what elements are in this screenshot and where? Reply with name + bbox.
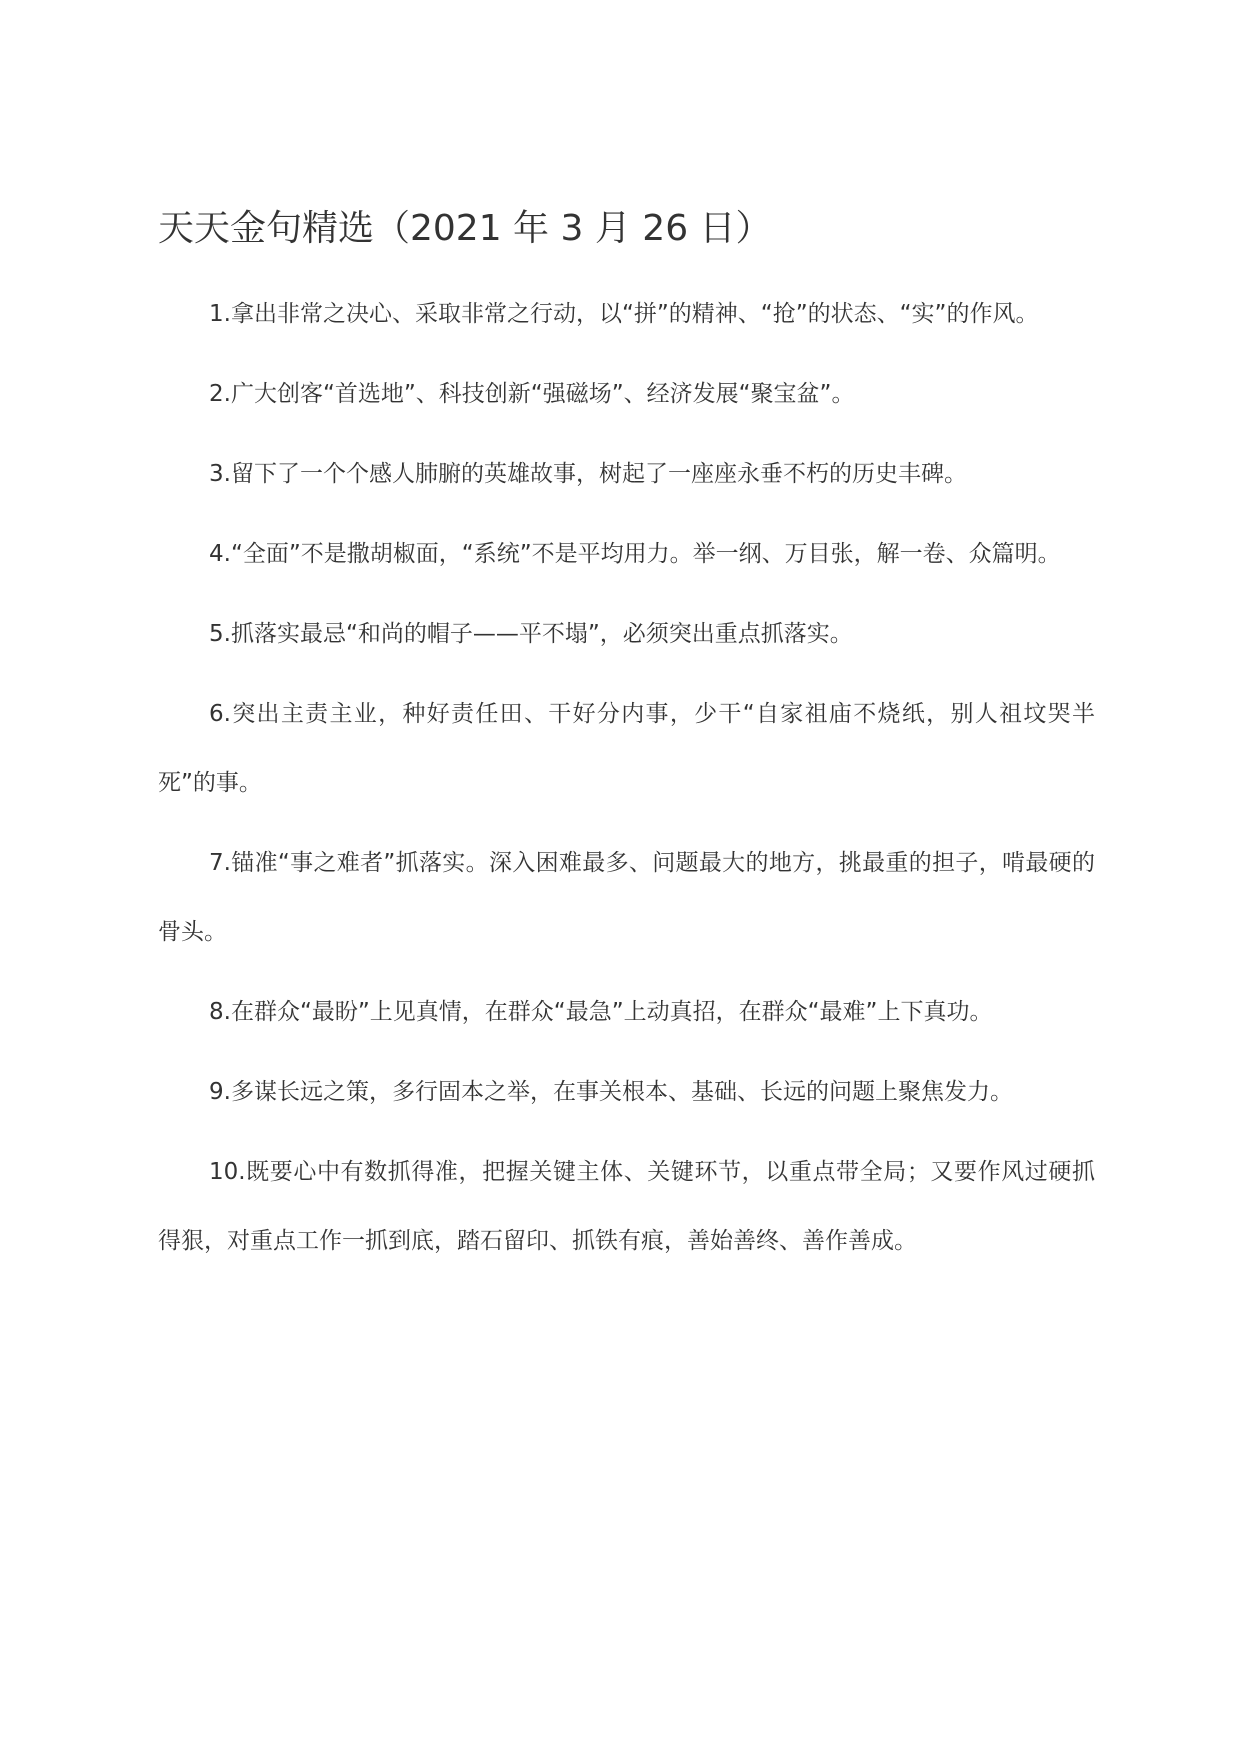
quote-item-1: 1.拿出非常之决心、采取非常之行动，以“拼”的精神、“抢”的状态、“实”的作风。 [209, 301, 1039, 327]
quote-item-10: 10.既要心中有数抓得准，把握关键主体、关键环节，以重点带全局；又要作风过硬抓得狠，对重点工作一抓到底，踏石留印、抓铁有痕，善始善终、善作善成。 [158, 1159, 1095, 1254]
quote-list [158, 280, 1095, 1287]
quote-item-2: 2.广大创客“首选地”、科技创新“强磁场”、经济发展“聚宝盆”。 [209, 381, 855, 407]
quote-item-4: 4.“全面”不是撒胡椒面，“系统”不是平均用力。举一纲、万目张，解一卷、众篇明。 [209, 541, 1061, 567]
quote-item-7: 7.锚准“事之难者”抓落实。深入困难最多、问题最大的地方，挑最重的担子，啃最硬的骨头。 [158, 850, 1095, 945]
quote-item-9: 9.多谋长远之策，多行固本之举，在事关根本、基础、长远的问题上聚焦发力。 [209, 1079, 1013, 1105]
quote-item-8: 8.在群众“最盼”上见真情，在群众“最急”上动真招，在群众“最难”上下真功。 [209, 999, 993, 1025]
quote-item-3: 3.留下了一个个感人肺腑的英雄故事，树起了一座座永垂不朽的历史丰碑。 [209, 461, 967, 487]
quote-item-6: 6.突出主责主业，种好责任田、干好分内事，少干“自家祖庙不烧纸，别人祖坟哭半死”的事。 [158, 701, 1095, 796]
quote-item-5: 5.抓落实最忌“和尚的帽子——平不塌”，必须突出重点抓落实。 [209, 621, 853, 647]
page-title: 天天金句精选（2021 年 3 月 26 日） [158, 208, 772, 249]
